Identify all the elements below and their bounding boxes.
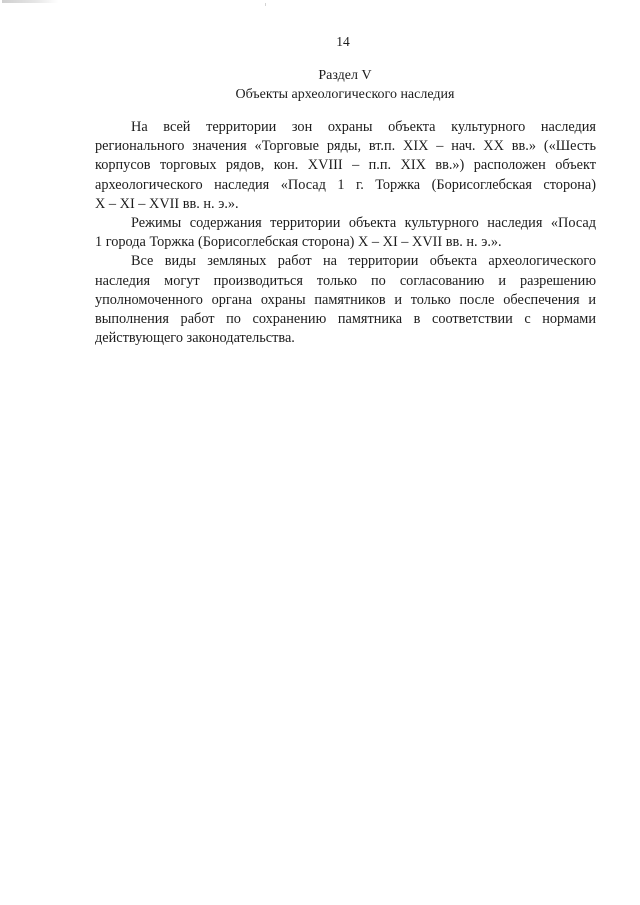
- body-text: [95, 118, 596, 348]
- paragraph-1: [95, 118, 596, 214]
- scan-artifact-mark: [2, 0, 58, 3]
- paragraph-line: На всей территории зон охраны объекта культурного наследия: [131, 119, 596, 135]
- paragraph-line: X – XI – XVII вв. н. э.».: [95, 195, 239, 212]
- section-heading: [95, 66, 595, 104]
- paragraph-line: Все виды земляных работ на территории объекта археологического: [131, 253, 596, 270]
- paragraph-line: корпусов торговых рядов, кон. XVIII – п.п. XIX вв.») расположен объект: [95, 157, 596, 174]
- paragraph-line: выполнения работ по сохранению памятника в соответствии с нормами: [95, 311, 596, 328]
- paragraph-line: уполномоченного органа охраны памятников и только после обеспечения и: [95, 291, 596, 308]
- section-title: Объекты археологического наследия: [235, 87, 455, 102]
- paragraph-3: [95, 252, 596, 348]
- paragraph-line: наследия могут производиться только по согласованию и разрешению: [95, 272, 596, 289]
- page-number: 14: [336, 34, 350, 49]
- paragraph-line: археологического наследия «Посад 1 г. Торжка (Борисоглебская сторона): [95, 176, 596, 193]
- paragraph-line: действующего законодательства.: [95, 330, 295, 347]
- paragraph-line: регионального значения «Торговые ряды, вт.п. XIX – нач. XX вв.» («Шесть: [95, 138, 596, 155]
- paragraph-2: [95, 214, 596, 252]
- paragraph-line: Режимы содержания территории объекта культурного наследия «Посад: [131, 215, 596, 232]
- scan-artifact-dot: [265, 3, 266, 6]
- section-label: Раздел V: [318, 68, 372, 83]
- paragraph-line: 1 города Торжка (Борисоглебская сторона) X – XI – XVII вв. н. э.».: [95, 234, 502, 251]
